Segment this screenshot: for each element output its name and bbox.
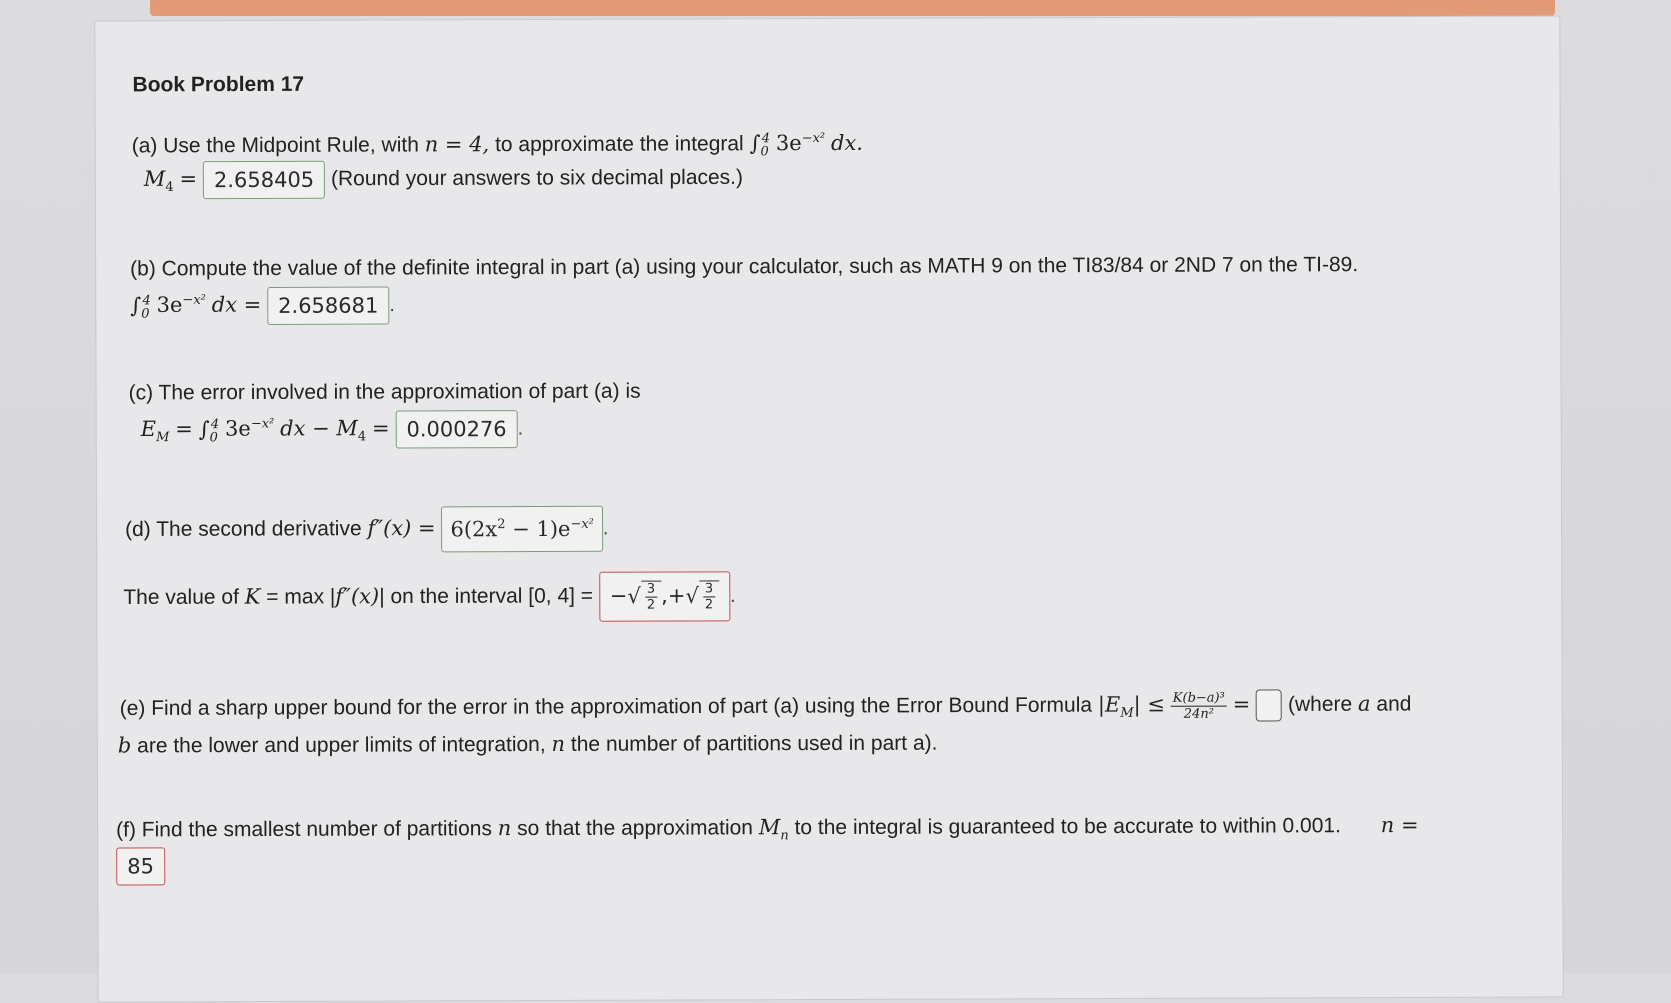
round-note: (Round your answers to six decimal places.) [330,165,744,191]
part-e-question: (e) Find a sharp upper bound for the error in the approximation of part (a) using the Error Bound Formula $|E_M|$ ≤ $\frac{\text{K(b−a)³}}{\text{24n²}}$ = (where a and [119,690,1412,722]
part-b-question: (b) Compute the value of the definite integral in part (a) using your calculator, such as MATH 9 on the TI83/84 or 2ND 7 on the TI-89. [130,253,1359,281]
part-a-question: (a) Use the Midpoint Rule, with n = 4, to approximate the integral $\int_0^4$ $3e^{-x^2}$ dx. [131,130,863,160]
sqrt-neg: √ $\frac{3}{2}$ [627,581,661,613]
integral-value-field[interactable]: 2.658681 [267,287,389,325]
problem-title: Book Problem 17 [132,72,305,97]
integral-sign: $\int_0^4$ [130,292,151,322]
part-d-k-row: The value of K = max |f″(x)| on the interval [0, 4] = −√ $\frac{3}{2}$ ,+√ $\frac{3}{2}$ . [123,571,736,623]
partitions-answer-field[interactable]: 85 [116,847,165,885]
m4-answer-field[interactable]: 2.658405 [203,161,325,199]
part-a-answer-row: $M_4 = 2.658405$ (Round your answers to six decimal places.) [144,159,743,199]
integral-sign: $\int_0^4$ [749,131,771,160]
second-derivative-field[interactable]: $6(2x^2 - 1)e^{-x^2}$ [441,506,603,553]
integral-sign: $\int_0^4$ [198,416,220,445]
error-bound-field[interactable] [1256,689,1282,721]
error-value-field[interactable]: 0.000276 [395,410,517,448]
error-bound-fraction: $\frac{\text{K(b−a)³}}{\text{24n²}}$ [1171,690,1227,721]
problem-card [94,15,1563,1002]
k-max-field[interactable]: −√ $\frac{3}{2}$ ,+√ $\frac{3}{2}$ [599,571,730,621]
part-c-question: (c) The error involved in the approximation of part (a) is [128,379,641,405]
top-bar [150,0,1555,16]
part-e-question-cont: b are the lower and upper limits of integration, n the number of partitions used in part a). [117,731,938,758]
part-f-answer-row [116,847,165,885]
part-f-question: (f) Find the smallest number of partitions n so that the approximation $M_n$ to the integral is guaranteed to be accurate to within 0.001. n = [116,812,1419,844]
part-b-answer-row: $\int_0^4$ $3e^{-x^2}$ dx = 2.658681 . [130,287,395,326]
part-c-answer-row: $E_M = \int_0^4$ $3e^{-x^2}$ dx − $M_4 = 0.000276$ . [141,410,524,449]
sqrt-pos: √ $\frac{3}{2}$ [685,580,719,612]
part-d-question: (d) The second derivative $f''(x) = 6(2x^2 - 1)e^{-x^2}$ . [125,506,609,554]
